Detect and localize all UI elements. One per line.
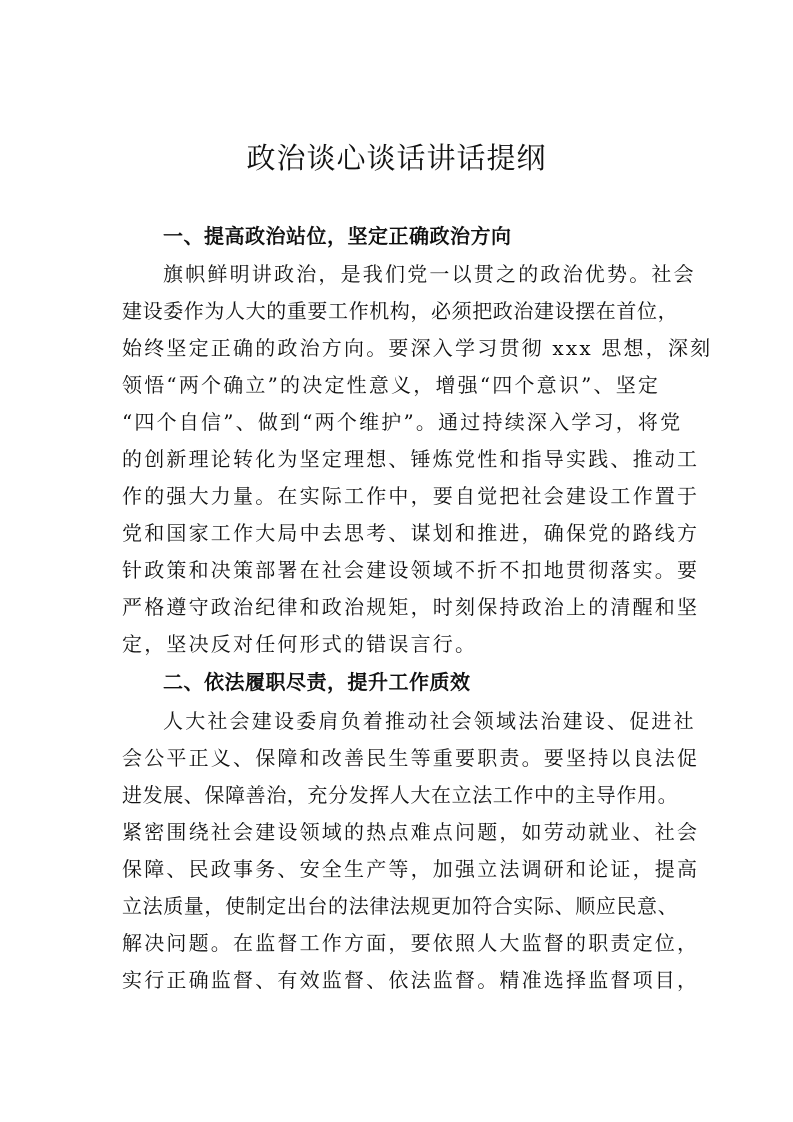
- paragraph-line: 立法质量，使制定出台的法律法规更加符合实际、顺应民意、: [122, 894, 679, 918]
- paragraph-line: 进发展、保障善治，充分发挥人大在立法工作中的主导作用。: [122, 783, 679, 807]
- paragraph-line: 的创新理论转化为坚定理想、锤炼党性和指导实践、推动工: [122, 447, 700, 471]
- paragraph-line: 始终坚定正确的政治方向。要深入学习贯彻 xxx 思想，深刻: [122, 336, 713, 360]
- paragraph-line: “四个自信”、做到“两个维护”。通过持续深入学习，将党: [122, 410, 683, 434]
- paragraph-line: 会公平正义、保障和改善民生等重要职责。要坚持以良法促: [122, 746, 700, 770]
- paragraph-line: 作的强大力量。在实际工作中，要自觉把社会建设工作置于: [122, 484, 700, 508]
- paragraph-line: 党和国家工作大局中去思考、谋划和推进，确保党的路线方: [122, 521, 700, 545]
- paragraph-line: 定，坚决反对任何形式的错误言行。: [122, 632, 478, 656]
- paragraph-line: 解决问题。在监督工作方面，要依照人大监督的职责定位，: [122, 931, 700, 955]
- paragraph-line: 针政策和决策部署在社会建设领域不折不扣地贯彻落实。要: [122, 558, 700, 582]
- paragraph-line: 旗帜鲜明讲政治，是我们党一以贯之的政治优势。社会: [163, 262, 696, 286]
- section-heading-2: 二、依法履职尽责，提升工作质效: [163, 670, 471, 694]
- paragraph-line: 建设委作为人大的重要工作机构，必须把政治建设摆在首位，: [122, 299, 679, 323]
- paragraph-line: 严格遵守政治纪律和政治规矩，时刻保持政治上的清醒和坚: [122, 595, 700, 619]
- paragraph-line: 人大社会建设委肩负着推动社会领域法治建设、促进社: [163, 709, 696, 733]
- paragraph-line: 领悟“两个确立”的决定性意义，增强“四个意识”、坚定: [122, 373, 661, 397]
- section-heading-1: 一、提高政治站位，坚定正确政治方向: [163, 224, 512, 248]
- paragraph-line: 实行正确监督、有效监督、依法监督。精准选择监督项目，: [122, 968, 700, 992]
- paragraph-line: 紧密围绕社会建设领域的热点难点问题，如劳动就业、社会: [122, 820, 700, 844]
- paragraph-line: 保障、民政事务、安全生产等，加强立法调研和论证，提高: [122, 857, 700, 881]
- document-title: 政治谈心谈话讲话提纲: [246, 141, 547, 175]
